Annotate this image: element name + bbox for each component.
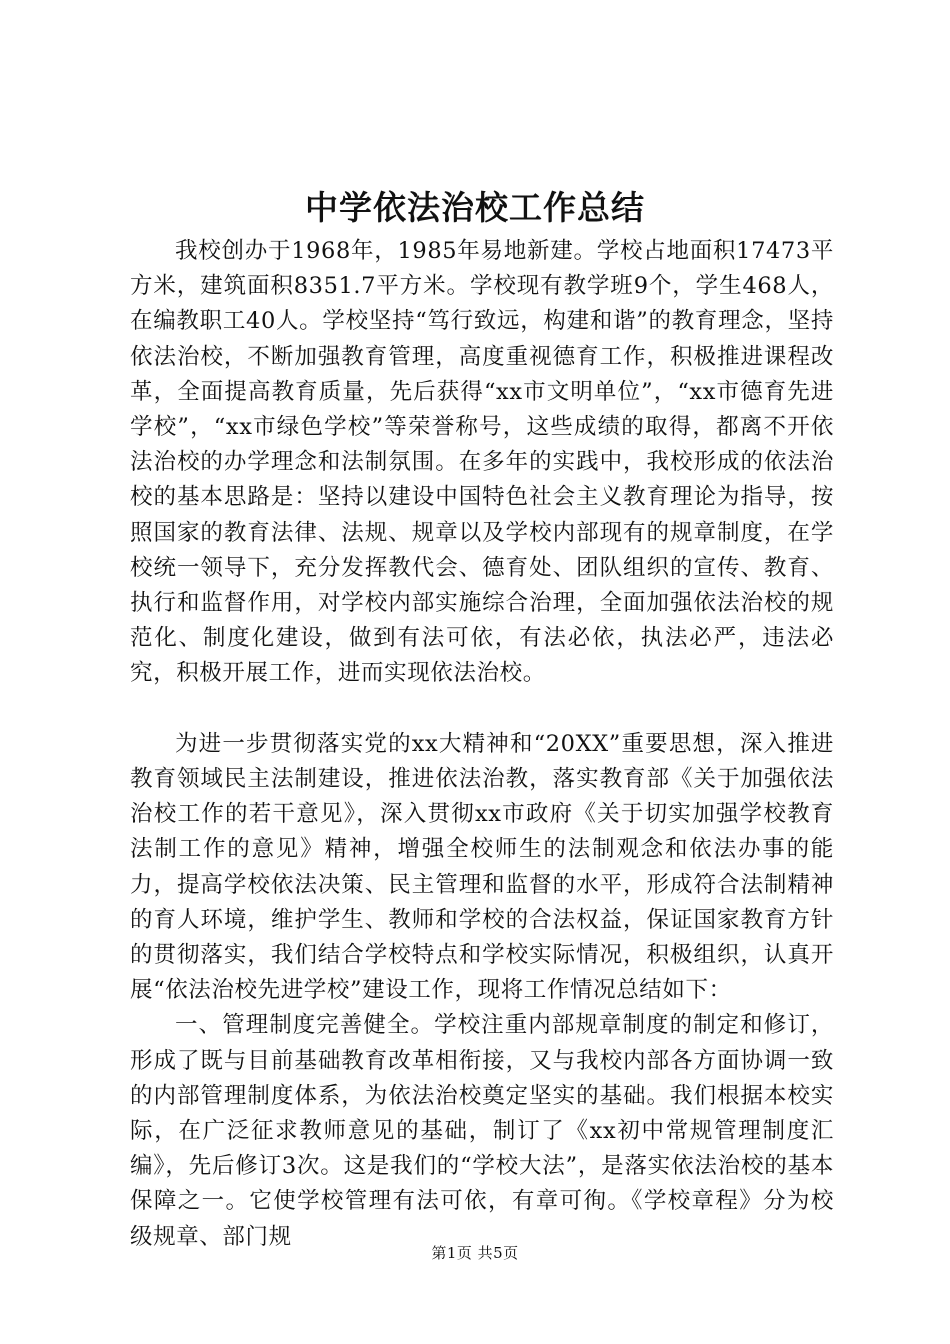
paragraph-intro: 我校创办于1968年，1985年易地新建。学校占地面积17473平方米，建筑面积8351.7平方米。学校现有教学班9个，学生468人，在编教职工40人。学校坚持“笃行致远，构建和谐”的教育理念，坚持依法治校，不断加强教育管理，高度重视德育工作，积极推进课程改革，全面提高教育质量，先后获得“xx市文明单位”，“xx市德育先进学校”，“xx市绿色学校”等荣誉称号，这些成绩的取得，都离不开依法治校的办学理念和法制氛围。在多年的实践中，我校形成的依法治校的基本思路是：坚持以建设中国特色社会主义教育理论为指导，按照国家的教育法律、法规、规章以及学校内部现有的规章制度，在学校统一领导下，充分发挥教代会、德育处、团队组织的宣传、教育、执行和监督作用，对学校内部实施综合治理，全面加强依法治校的规范化、制度化建设，做到有法可依，有法必依，执法必严，违法必究，积极开展工作，进而实现依法治校。 (130, 238, 834, 687)
document-body (130, 234, 834, 1255)
paragraph-section-one: 一、管理制度完善健全。学校注重内部规章制度的制定和修订，形成了既与目前基础教育改革相衔接，又与我校内部各方面协调一致的内部管理制度体系，为依法治校奠定坚实的基础。我们根据本校实际，在广泛征求教师意见的基础，制订了《xx初中常规管理制度汇编》，先后修订3次。这是我们的“学校大法”，是落实依法治校的基本保障之一。它使学校管理有法可依，有章可徇。《学校章程》分为校级规章、部门规 (130, 1012, 834, 1250)
document-title: 中学依法治校工作总结 (305, 188, 645, 227)
page-number-footer: 第1页 共5页 (431, 1244, 519, 1262)
paragraph-purpose: 为进一步贯彻落实党的xx大精神和“20XX”重要思想，深入推进教育领域民主法制建设，推进依法治教，落实教育部《关于加强依法治校工作的若干意见》，深入贯彻xx市政府《关于切实加强学校教育法制工作的意见》精神，增强全校师生的法制观念和依法办事的能力，提高学校依法决策、民主管理和监督的水平，形成符合法制精神的育人环境，维护学生、教师和学校的合法权益，保证国家教育方针的贯彻落实，我们结合学校特点和学校实际情况，积极组织，认真开展“依法治校先进学校”建设工作，现将工作情况总结如下： (130, 730, 834, 1004)
